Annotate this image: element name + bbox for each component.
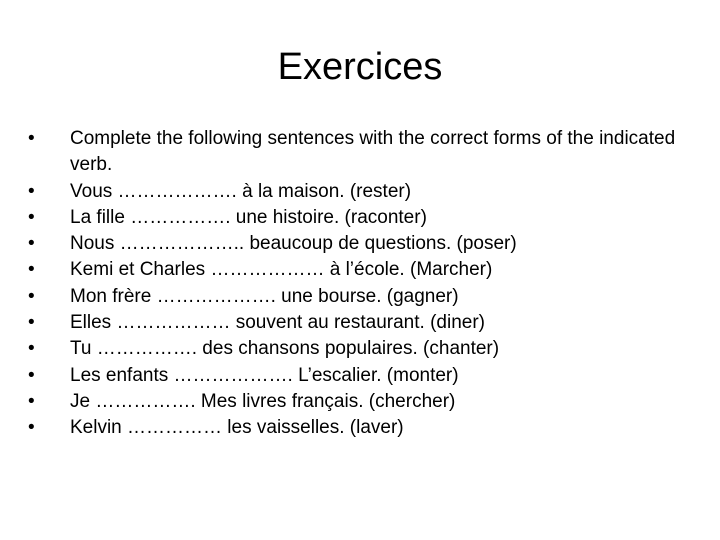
list-item <box>28 205 708 231</box>
list-item <box>28 363 708 389</box>
list-item-text: Vous ………………. à la maison. (rester) <box>70 180 412 202</box>
list-item <box>28 257 708 283</box>
bullet-icon: • <box>28 417 35 439</box>
list-item <box>28 231 708 257</box>
list-item-text: Kelvin …………… les vaisselles. (laver) <box>70 417 404 439</box>
bullet-icon: • <box>28 285 35 307</box>
list-item-text: Kemi et Charles ……………… à l’école. (Marcher) <box>70 259 493 281</box>
list-item <box>28 389 708 415</box>
list-item-text: Les enfants ………………. L’escalier. (monter) <box>70 364 459 386</box>
list-item-text: Nous ……………….. beaucoup de questions. (poser) <box>70 233 517 255</box>
list-item <box>28 179 708 205</box>
list-item-text: Elles ……………… souvent au restaurant. (diner) <box>70 312 485 334</box>
list-item-text: La fille ……………. une histoire. (raconter) <box>70 206 427 228</box>
bullet-icon: • <box>28 180 35 202</box>
exercise-list <box>28 126 708 442</box>
list-item-text: Complete the following sentences with the correct forms of the indicated verb. <box>70 128 676 176</box>
bullet-icon: • <box>28 364 35 386</box>
list-item <box>28 415 708 441</box>
bullet-icon: • <box>28 312 35 334</box>
bullet-icon: • <box>28 128 35 149</box>
list-item <box>28 336 708 362</box>
list-item <box>28 284 708 310</box>
bullet-icon: • <box>28 338 35 360</box>
bullet-icon: • <box>28 206 35 228</box>
list-item-text: Je ……………. Mes livres français. (chercher) <box>70 390 456 412</box>
list-item-text: Tu ……………. des chansons populaires. (chanter) <box>70 338 500 360</box>
list-item <box>28 310 708 336</box>
bullet-icon: • <box>28 259 35 281</box>
bullet-icon: • <box>28 390 35 412</box>
bullet-icon: • <box>28 233 35 255</box>
list-item-text: Mon frère ………………. une bourse. (gagner) <box>70 285 459 307</box>
slide-title: Exercices <box>277 46 443 88</box>
list-item-instruction <box>28 126 708 179</box>
